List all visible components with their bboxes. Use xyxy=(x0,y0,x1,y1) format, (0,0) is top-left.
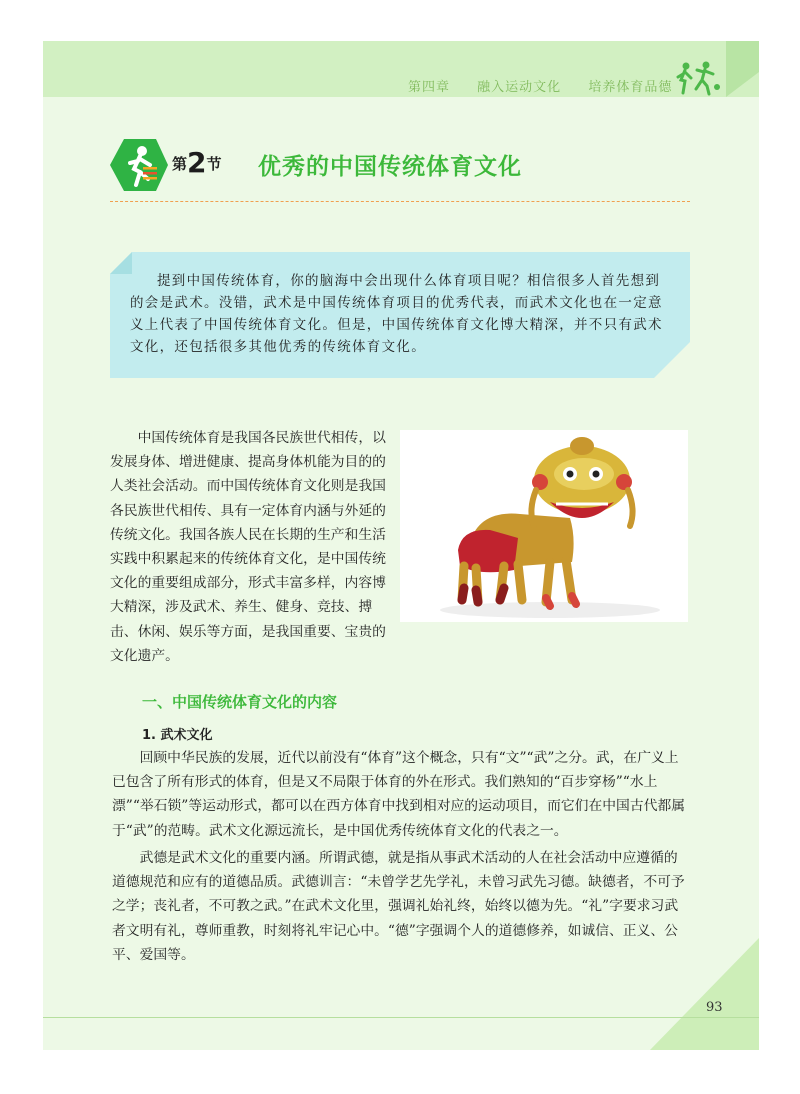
chapter-title: 融入运动文化 xyxy=(477,80,562,95)
body-paragraph-3: 武德是武术文化的重要内涵。所谓武德，就是指从事武术活动的人在社会活动中应遵循的道德规范和应有的道德品质。武德训言：“未曾学艺先学礼，未曾习武先习德。缺德者，不可予之学；丧礼者，不可教之武。”在武术文化里，强调礼始礼终，始终以德为先。“礼”字要求习武者文明有礼，尊师重教，时刻将礼牢记心中。“德”字强调个人的道德修养，如诚信、正义、公平、爱国等。 xyxy=(112,850,685,963)
header-corner-shape xyxy=(726,41,759,97)
athletes-icon xyxy=(676,60,722,96)
title-divider xyxy=(110,201,690,202)
section-title: 优秀的中国传统体育文化 xyxy=(258,154,522,180)
lion-dance-photo xyxy=(400,430,688,622)
section-label-suffix: 节 xyxy=(206,155,222,173)
body-paragraph-2: 回顾中华民族的发展，近代以前没有“体育”这个概念，只有“文”“武”之分。武，在广义上已包含了所有形式的体育，但是又不局限于体育的外在形式。我们熟知的“百步穿杨”“水上漂”“举石锁”等运动形式，都可以在西方体育中找到相对应的运动项目，而它们在中国古代都属于“武”的范畴。武术文化源远流长，是中国优秀传统体育文化的代表之一。 xyxy=(112,750,686,839)
chapter-subtitle: 培养体育品德 xyxy=(588,80,673,95)
chapter-label: 第四章 xyxy=(408,80,451,95)
body-paragraph-1: 中国传统体育是我国各民族世代相传，以发展身体、增进健康、提高身体机能为目的的人类社会活动。而中国传统体育文化则是我国各民族世代相传、具有一定体育内涵与外延的传统文化。我国各族人民在长期的生产和生活实践中积累起来的传统体育文化，是中国传统文化的重要组成部分，形式丰富多样，内容博大精深，涉及武术、养生、健身、竞技、搏击、休闲、娱乐等方面，是我国重要、宝贵的文化遗产。 xyxy=(110,430,386,664)
heading-traditional-sports-content: 一、中国传统体育文化的内容 xyxy=(142,693,338,711)
footer-rule xyxy=(43,1017,759,1018)
chapter-header xyxy=(408,76,672,95)
section-number-digit: 2 xyxy=(187,146,207,179)
section-number xyxy=(172,146,222,179)
section-badge-icon xyxy=(110,139,168,191)
subheading-martial-arts-culture: 1. 武术文化 xyxy=(142,728,213,743)
section-label-prefix: 第 xyxy=(172,155,188,173)
page-number: 93 xyxy=(706,1000,723,1015)
intro-text: 提到中国传统体育，你的脑海中会出现什么体育项目呢？相信很多人首先想到的会是武术。没错，武术是中国传统体育项目的优秀代表，而武术文化也在一定意义上代表了中国传统体育文化。但是，中国传统体育文化博大精深，并不只有武术文化，还包括很多其他优秀的传统体育文化。 xyxy=(130,273,663,355)
